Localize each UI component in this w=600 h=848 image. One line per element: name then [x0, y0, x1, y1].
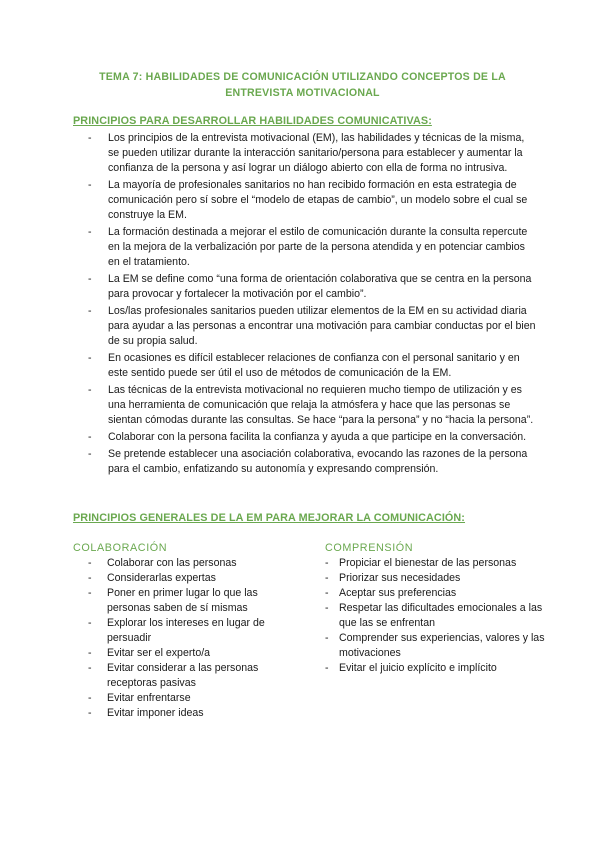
- colaboracion-list: [88, 556, 293, 721]
- column-heading-comprension: COMPRENSIÓN: [325, 542, 414, 554]
- list-item: - Las técnicas de la entrevista motivacional no requieren mucho tiempo de utilización y es una herramienta de comunicación que relaja la atmósfera y hace que las personas se sientan cómodas durante las consultas. Se hace “para la persona” y no “hacia la persona”.: [88, 383, 538, 428]
- list-item: - En ocasiones es difícil establecer relaciones de confianza con el personal sanitario y en este sentido puede ser útil el uso de métodos de comunicación de la EM.: [88, 351, 538, 381]
- list-item: - La EM se define como “una forma de orientación colaborativa que se centra en la persona para provocar y fortalecer la motivación por el cambio”.: [88, 272, 538, 302]
- column-heading-colaboracion: COLABORACIÓN: [73, 542, 168, 554]
- list-item: - Priorizar sus necesidades: [325, 571, 557, 586]
- list-item: - Considerarlas expertas: [88, 571, 293, 586]
- list-item: - Explorar los intereses en lugar de persuadir: [88, 616, 293, 646]
- list-item: - La mayoría de profesionales sanitarios no han recibido formación en esta estrategia de comunicación pero sí sobre el “modelo de etapas de cambio”, un modelo sobre el cual se construye la EM.: [88, 178, 538, 223]
- list-item: - Poner en primer lugar lo que las personas saben de sí mismas: [88, 586, 293, 616]
- list-item: - La formación destinada a mejorar el estilo de comunicación durante la consulta repercute en la mejora de la verbalización por parte de la persona atendida y en potenciar cambios en el tratamiento.: [88, 225, 538, 270]
- list-item: - Se pretende establecer una asociación colaborativa, evocando las razones de la persona para el cambio, enfatizando su autonomía y expresando comprensión.: [88, 447, 538, 477]
- document-title: TEMA 7: HABILIDADES DE COMUNICACIÓN UTILIZANDO CONCEPTOS DE LA ENTREVISTA MOTIVACIONAL: [99, 71, 506, 99]
- list-item: - Evitar el juicio explícito e implícito: [325, 661, 557, 676]
- list-item: - Evitar enfrentarse: [88, 691, 293, 706]
- list-item: - Propiciar el bienestar de las personas: [325, 556, 557, 571]
- section-heading-principios-generales: PRINCIPIOS GENERALES DE LA EM PARA MEJORAR LA COMUNICACIÓN:: [73, 512, 466, 524]
- list-item: - Evitar ser el experto/a: [88, 646, 293, 661]
- list-item: - Los/las profesionales sanitarios pueden utilizar elementos de la EM en su actividad diaria para ayudar a las personas a encontrar una motivación para cambiar conductas por el bien de su propia salud.: [88, 304, 538, 349]
- list-item: - Evitar imponer ideas: [88, 706, 293, 721]
- comprension-list: [325, 556, 557, 676]
- list-item: - Los principios de la entrevista motivacional (EM), las habilidades y técnicas de la misma, se pueden utilizar durante la interacción sanitario/persona para establecer y aumentar la confianza de la persona y así lograr un diálogo abierto con ella de forma no intrusiva.: [88, 131, 538, 176]
- list-item: - Colaborar con las personas: [88, 556, 293, 571]
- list-item: - Evitar considerar a las personas receptoras pasivas: [88, 661, 293, 691]
- section-heading-principios: PRINCIPIOS PARA DESARROLLAR HABILIDADES COMUNICATIVAS:: [73, 115, 432, 127]
- list-item: - Comprender sus experiencias, valores y las motivaciones: [325, 631, 557, 661]
- list-item: - Aceptar sus preferencias: [325, 586, 557, 601]
- list-item: - Colaborar con la persona facilita la confianza y ayuda a que participe en la conversación.: [88, 430, 538, 445]
- principios-list: [88, 131, 538, 479]
- list-item: - Respetar las dificultades emocionales a las que las se enfrentan: [325, 601, 557, 631]
